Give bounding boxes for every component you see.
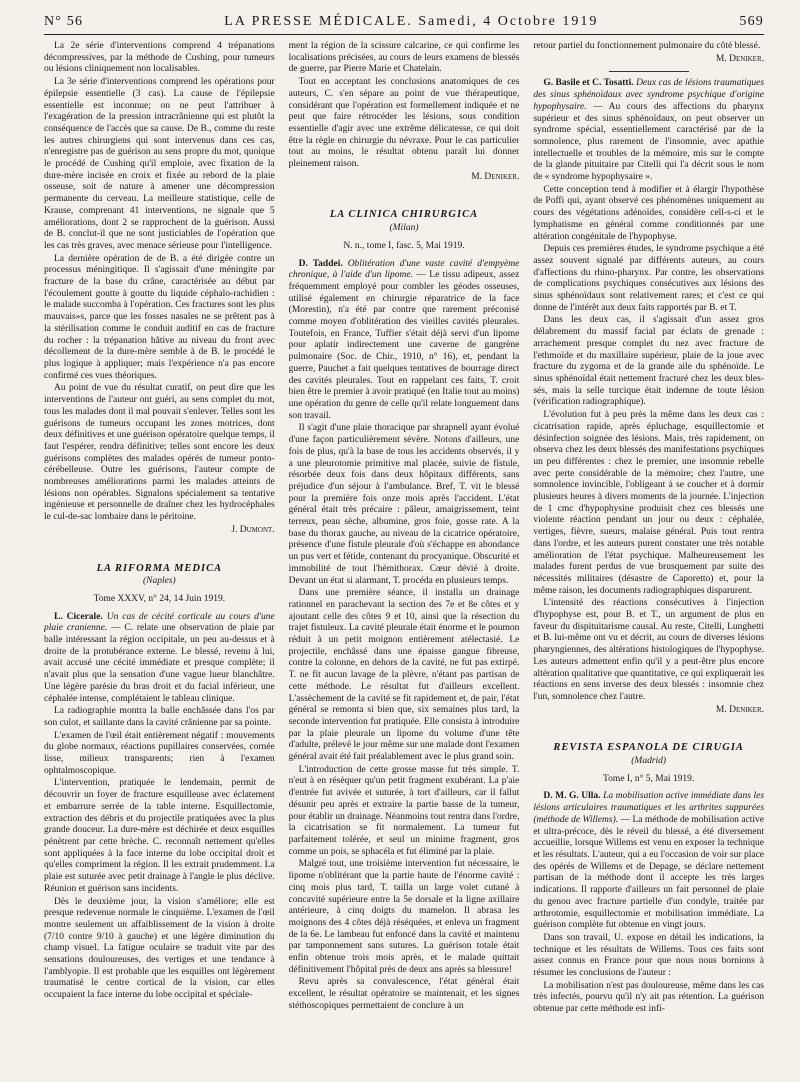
divider [609,71,689,72]
article-author: D. M. G. Ulla. [543,791,601,802]
running-header [44,14,764,34]
section-title: LA CLINICA CHIRURGICA [329,209,479,221]
section-title: LA RIFORMA MEDICA [96,562,223,574]
page-number: 569 [739,14,764,29]
article-text: — La méthode de mobilisation active et ultra-précoce, dès le réveil du blessé, a été diversement accueillie, lorsque Willems est venu en exposer la technique et les résultats. L'auteur, qui a eu l'occasion de voir sur place des opérés de Willems et de Depage, se déclare nettement partisan de la méthode dont il accepte les très larges indications. Il rapporte d'ailleurs un fait personnel de plaie du genou avec fracture partielle d'un condyle, traitée par arthrotomie, esquillectomie et mobilisation immédiate. La guérison complète fut obtenue en vingt jours. [533,814,765,931]
article-title: Un cas de cécité corticale au cours d'une plaie cranienne. [44,611,275,634]
column-2 [289,41,520,1081]
article-title: Oblitération d'une vaste cavité d'empyème chronique, à l'aide d'un lipome. [288,258,520,281]
paragraph: La radiographie montra la balle enchâssée dans l'os par son culot, et saillante dans la cavité crânienne par sa pointe. [44,706,275,728]
article-lead [533,78,764,183]
paragraph: Revu après sa convalescence, l'état général était excellent, le résultat opératoire se maintenait, et les signes stéthoscopiques permettaient de conclure à un [288,977,520,1011]
article-author: L. Cicerale. [54,611,103,622]
paragraph: Tout en acceptant les conclusions anatomiques de ces auteurs, C. s'en sépare au point de vue thérapeutique, considérant que l'opération est formellement indiquée et ne peut que faire rétrocéder les lésions, sous condition essentielle d'agir avec une extrême délicatesse, ce qui doit être la règle en chirurgie du névraxe. Pour le cas particulier tout au moins, le résultat obtenu paraît lui donner pleinement raison. [288,77,520,170]
article-text: — C. relate une observation de plaie par balle intéressant la région occipitale, un peu au-dessus et à droite de la protubérance externe. Le blessé, revenu à lui, avait accusé une cécité immédiate et presque complète; il n'avait plus que la sensation d'une vague lueur blanchâtre. Une légère parésie du bras droit et du facial inférieur, une céphalée intense, complétaient le tableau clinique. [44,623,275,704]
paragraph: Depuis ces premières études, le syndrome psychique a été assez souvent signalé par différents auteurs, au cours d'affections du rhino-pharynx. Par contre, les observations de complications psychiques consécutives aux lésions des sinus sphénoïdaux sont relativement rares; et c'est ce qui donne de l'intérêt aux deux faits rapportés par B. et T. [533,244,765,313]
header-rule [44,34,764,35]
section-issue: N. n., tome I, fasc. 5, Mai 1919. [343,240,465,251]
signature: J. Dumont. [231,524,275,535]
section-issue: Tome I, n° 5, Mai 1919. [603,773,695,784]
column-3 [533,41,764,1081]
section-issue: Tome XXXV, n° 24, 14 Juin 1919. [93,593,226,604]
paragraph: L'évolution fut à peu près la même dans les deux cas : cicatrisation rapide, après épluchage, esquillectomie et désinfection soignée des lésions. Mais, très rapidement, on observa chez les deux blessés des manifestations psychiques un peu différentes : chez le premier, une insomnie rebelle avec perte considérable de la mémoire; chez l'autre, une somnolence invincible, l'obligeant à se coucher et à dormir plusieurs heures à divers moments de la journée. L'injection de 1 cmc d'hypophysine produisit chez ces blessés une violente réaction pendant un jour ou deux : céphalée, vertiges, fièvre, sueurs, malaise général. Puis tout rentra dans l'ordre, et les auteurs purent constater une très notable amélioration de l'état psychique. Malheureusement les malades furent perdus de vue brusquement par suite des nécessités militaires (désastre de Caporetto) et, pour la même raison, les documents radiographiques disparurent. [533,410,765,596]
paragraph: Cette conception tend à modifier et à élargir l'hypothèse de Poffi qui, ayant observé ces phénomènes uniquement au cours des végétations adénoïdes, considère cell-s-ci et le lymphatisme en général comme conditionnés par une altération congénitale de l'hypophyse. [533,184,765,242]
section-title: REVISTA ESPANOLA DE CIRUGIA [553,742,744,754]
article-author: D. Taddei. [298,258,343,269]
section-city: (Madrid) [631,756,667,767]
journal-title: LA PRESSE MÉDICALE. Samedi, 4 Octobre 1919 [224,14,599,29]
article-lead [533,791,764,931]
columns [44,41,764,1081]
signature: M. Deniker. [471,171,520,182]
signature: M. Deniker. [715,704,765,715]
signature: M. Deniker. [715,53,765,64]
paragraph: L'introduction de cette grosse masse fut très simple. T. n'eut à en résèquer qu'un petit fragment exubérant. La p'aie d'entrée fut avivée et suturée, à tort d'ailleurs, car il fallut désunir peu après et extraire la partie basse de la tumeur, pour établir un drainage. Néanmoins tout rentra dans l'ordre, la cicatrisation se fit normalement. La tumeur fut parfaitement tolérée, et seul un minime fragment, gros comme un pois, se sphacéla et fut éliminé par la plaie. [288,764,520,857]
section-city: (Milan) [389,223,419,234]
paragraph: ment la région de la scissure calcarine, ce qui confirme les localisations précisées, au cours de leurs examens de blessés de guerre, par Pierre Marie et Chatelain. [288,41,520,75]
column-1 [44,41,275,1081]
article-text: — Le tissu adipeux, assez fréquemment employé pour combler les géodes osseuses, utilisé également en chirurgie réparatrice de la face (Morestin), n'a été par contre que rarement préconisé comme moyen d'oblitération des vieilles cavités pleurales. Toutefois, en France, Tuffier s'était déjà servi d'un lipome pour aplatir indirectement une caverne de gangrène pulmonaire (Soc. de Chir., 1910, n° 16), et, pendant la guerre, Pauchet a fait quelques tentatives de bourrage direct des cavités pleurales. Tout en rappelant ces faits, T. croit bien être le premier à avoir pratiqué (en Italie tout au moins) une opération du genre de celle qu'il relate longuement dans son travail. [288,270,520,421]
paragraph: Il s'agit d'une plaie thoracique par shrapnell ayant évolué d'une façon particulièrement sévère. Notons d'ailleurs, une fois de plus, qu'à la base de tous les accidents observés, il y a une pleurotomie primitive mal placée, suivie de fistule, résorbée deux fois dans deux hôpitaux différents, sans préjudice d'un séjour à l'ambulance. Bref, T. vit le blessé pour la première fois onze mois après l'accident. L'état général était très précaire : pâleur, amaigrissement, teint terreux, peau sèche, albumine, gros foie, gosse rate. A la base du thorax gauche, au niveau de la cicatrice opératoire, présence d'une fistule pleurale d'où s'échappe en abondance un pus vert et fétide, contenant du procyanique. Obscurité et immobilité de tout l'hémithorax. Cœur dévié à droite. Devant un état si alarmant, T. procéda en plusieurs temps. [288,423,520,586]
paragraph: La 3e série d'interventions comprend les opérations pour épilepsie essentielle (3 cas). La cause de l'épilepsie essentielle est inconnue; on ne peut l'attribuer à l'exagération de la pression intracrânienne qui est plutôt la conséquence de l'accès que sa cause. De B., comme du reste les autres chirurgiens qui sont intervenus dans ces cas, n'enregistre pas de guérison au sens propre du mot, quoique le procédé de Cushing qu'il emploie, avec fixation de la dure-mère incisée en croix et fixée au rebord de la plaie osseuse, soit de nature à amener une décompression permanente du cerveau. La meilleure statistique, celle de Krause, comprenant 41 interventions, ne signale que 5 améliorations, dont 2 se rapprochent de la guérison. Aussi de B. conclut-il que ne sont justiciables de l'opération que les cas très graves, avec menace sérieuse pour l'intelligence. [44,77,275,251]
paragraph: Dans une première séance, il installa un drainage rationnel en parachevant la section des 7e et 8e côtes et y ajoutant celle des côtes 9 et 10, ainsi que la résection du trajet fistuleux. La cavité pleurale était énorme et le poumon réduit à un petit moignon entièrement atélectasié. Le projectile, enchâssé dans une épaisse gangue fibreuse, contre la colonne, en dehors de la cavité, ne fut pas extirpé. T. ne fit aucun lavage de la plèvre, n'étant pas partisan de cette méthode. Le résultat fut d'ailleurs excellent. L'assèchement de la cavité se fit rapidement et, de pair, l'état général se remonta si bien que, six semaines plus tard, la seconde intervention fut pratiquée. Elle consista à introduire par la plaie pleurale un lipome du volume d'une tête d'adulte, prélevé le jour même sur une malade dont l'examen général avait été fait préalablement avec le plus grand soin. [288,588,520,763]
paragraph: Dès le deuxième jour, la vision s'améliore; elle est presque redevenue normale le cinquième. L'examen de l'œil montre seulement un affaiblissement de la vision à droite (7/10 contre 9/10 à gauche) et une légère diminution du champ visuel. La fatigue oculaire se traduit vite par des sensations douloureuses, des vertiges et une tendance à l'amblyopie. Il est probable que les esquilles ont légèrement traumatisé le centre cortical de la vision, car elles occupaient la face interne du lobe occipital et spéciale- [44,896,275,1001]
paragraph: Malgré tout, une troisième intervention fut nécessaire, le lipome n'oblitérant que la partie haute de l'énorme cavité : cinq mois plus tard, T. tailla un large volet cutané à concavité supérieure entre la 5e dorsale et la ligne axillaire antérieure, à cinq doigts du mamelon. Il abrasa les moignons des 4 côtes déjà réséquées, et enleva un fragment de la 6e. Le lambeau fut enfoncé dans la cavité et maintenu par tamponnement sans sutures. La guérison totale était enfin obtenue trois mois après, et le malade quittait définitivement l'hôpital près de deux ans après sa blessure! [288,859,520,975]
article-lead [44,612,275,706]
article-text: — Au cours des affections du pharynx supérieur et des sinus sphénoïdaux, on peut observer un syndrome spécial, essentiellement caractérisé par de la somnolence, plus rarement de l'insomnie, avec apathie intellectuelle et troubles de la mémoire, mis sur le compte de la glande pituitaire par Citelli qui l'a décrit sous le nom de « syndrome hypophysaire ». [533,101,765,183]
paragraph: La mobilisation n'est pas douloureuse, même dans les cas très infectés, pourvu qu'il n'y ait pas rétention. La guérison obtenue par cette méthode est infi- [533,980,765,1015]
article-title: La mobilisation active immédiate dans les lésions articulaires traumatiques et les arthrites suppurées (méthode de Willems). [533,791,765,825]
paragraph: L'intervention, pratiquée le lendemain, permit de découvrir un foyer de fracture esquilleuse avec éclatement et embarrure serrée de la table interne. Esquillectomie, extraction des débris et du projectile pratiquées avec la plus grande douceur. La dure-mère est déchirée et deux esquilles pénètrent par cette brèche. C. reconnaît nettement qu'elles sont appliquées à la face interne du lobe occipital droit et qu'elles compriment la région. Il les extrait prudemment. La plaie est suturée avec petit drainage à l'angle le plus déclive. Réunion et guérison sans incidents. [44,778,275,894]
section-city: (Naples) [142,576,176,587]
paragraph: Au point de vue du résultat curatif, on peut dire que les interventions de l'auteur ont guéri, au sens complet du mot, tous les malades dont il mal pouvait s'enlever. Telles sont les guérisons de tumeurs occupant les zones motrices, dont deux définitives et une guérison opératoire quelque temps, il faut l'espérer, rendra définitive; telles sont encore les deux guérisons complètes des malades opérés de tumeur ponto-cérébelleuse. Outre les guérisons, l'auteur compte de nombreuses améliorations parmi les malades atteints de lésions non opérables. Signalons spécialement sa tentative ingénieuse et personnelle de draîner chez les hydrocéphales le cul-de-sac lombaire dans le péritoine. [44,383,275,523]
issue-number: N° 56 [44,14,84,29]
paragraph: Dans son travail, U. expose en détail les indications, la technique et les résultats de Willems. Tous ces faits sont assez connus en France pour que nous nous bornions à résumer les conclusions de l'auteur : [533,932,765,979]
paragraph: La 2e série d'interventions comprend 4 trépanations décompressives, par la méthode de Cushing, pour tumeurs ou lésions cliniquement non localisables. [44,41,275,75]
article-lead [289,259,520,423]
article-author: G. Basile et C. Tosatti. [543,78,634,89]
paragraph: L'examen de l'œil était entièrement négatif : mouvements du globe normaux, réactions pupillaires conservées, cornée lisse, milieux transparents; rien à l'examen ophtalmoscopique. [44,730,275,776]
paragraph: L'intensité des réactions consécutives à l'injection d'hypophyse est, pour B. et T., un argument de plus en faveur du dispituitarisme causal. Au reste, Citelli, Lunghetti et B. lui-même ont vu et décrit, au cours de diverses lésions pharyngiennes, des altérations histologiques de l'hypophyse. Les auteurs admettent enfin qu'il y a peut-être plus encore altération qualitative que quantitative, ce qui expliquerait les réactions en sens inverse des deux blessés : insomnie chez l'un, somnolence chez l'autre. [533,598,765,702]
article-title: Deux cas de lésions traumatiques des sinus sphénoïdaux avec syndrome psychique d'origine hypophysaire. [533,78,765,112]
paragraph: La dernière opération de de B. a été dirigée contre un processus méningitique. Il s'agissait d'une méningite par fracture de la base du crâne, caractérisée au début par l'écoulement goutte à goutte du liquide céphalo-rachidien : le malade succomba à l'opération. Ces fractures sont les plus mauvais»s, parce que les fosses nasales ne se prêtent pas à la stérilisation comme le conduit auditif en cas de fracture du rocher : la trépanation hâtive au niveau du front avec décollement de la dure-mère semble à de B. le procédé le plus logique à appliquer; mais l'expérience n'a pas encore confirmé ces vues théoriques. [44,253,275,381]
paragraph: retour partiel du fonctionnement pulmonaire du côté blessé. [533,41,761,51]
paragraph: Dans les deux cas, il s'agissait d'un assez gros délabrement du massif facial par éclats de grenade : arrachement presque complet du nez avec fracture de l'ethmoïde et du maxillaire supérieur, plaie de la joue avec fracture du zygoma et de la grande aile du sphénoïde. Le sinus sphénoïdal était nettement fracturé chez les deux bles-sés, mais la selle turcique était indemne de toute lésion (vérification radiographique). [533,315,765,408]
